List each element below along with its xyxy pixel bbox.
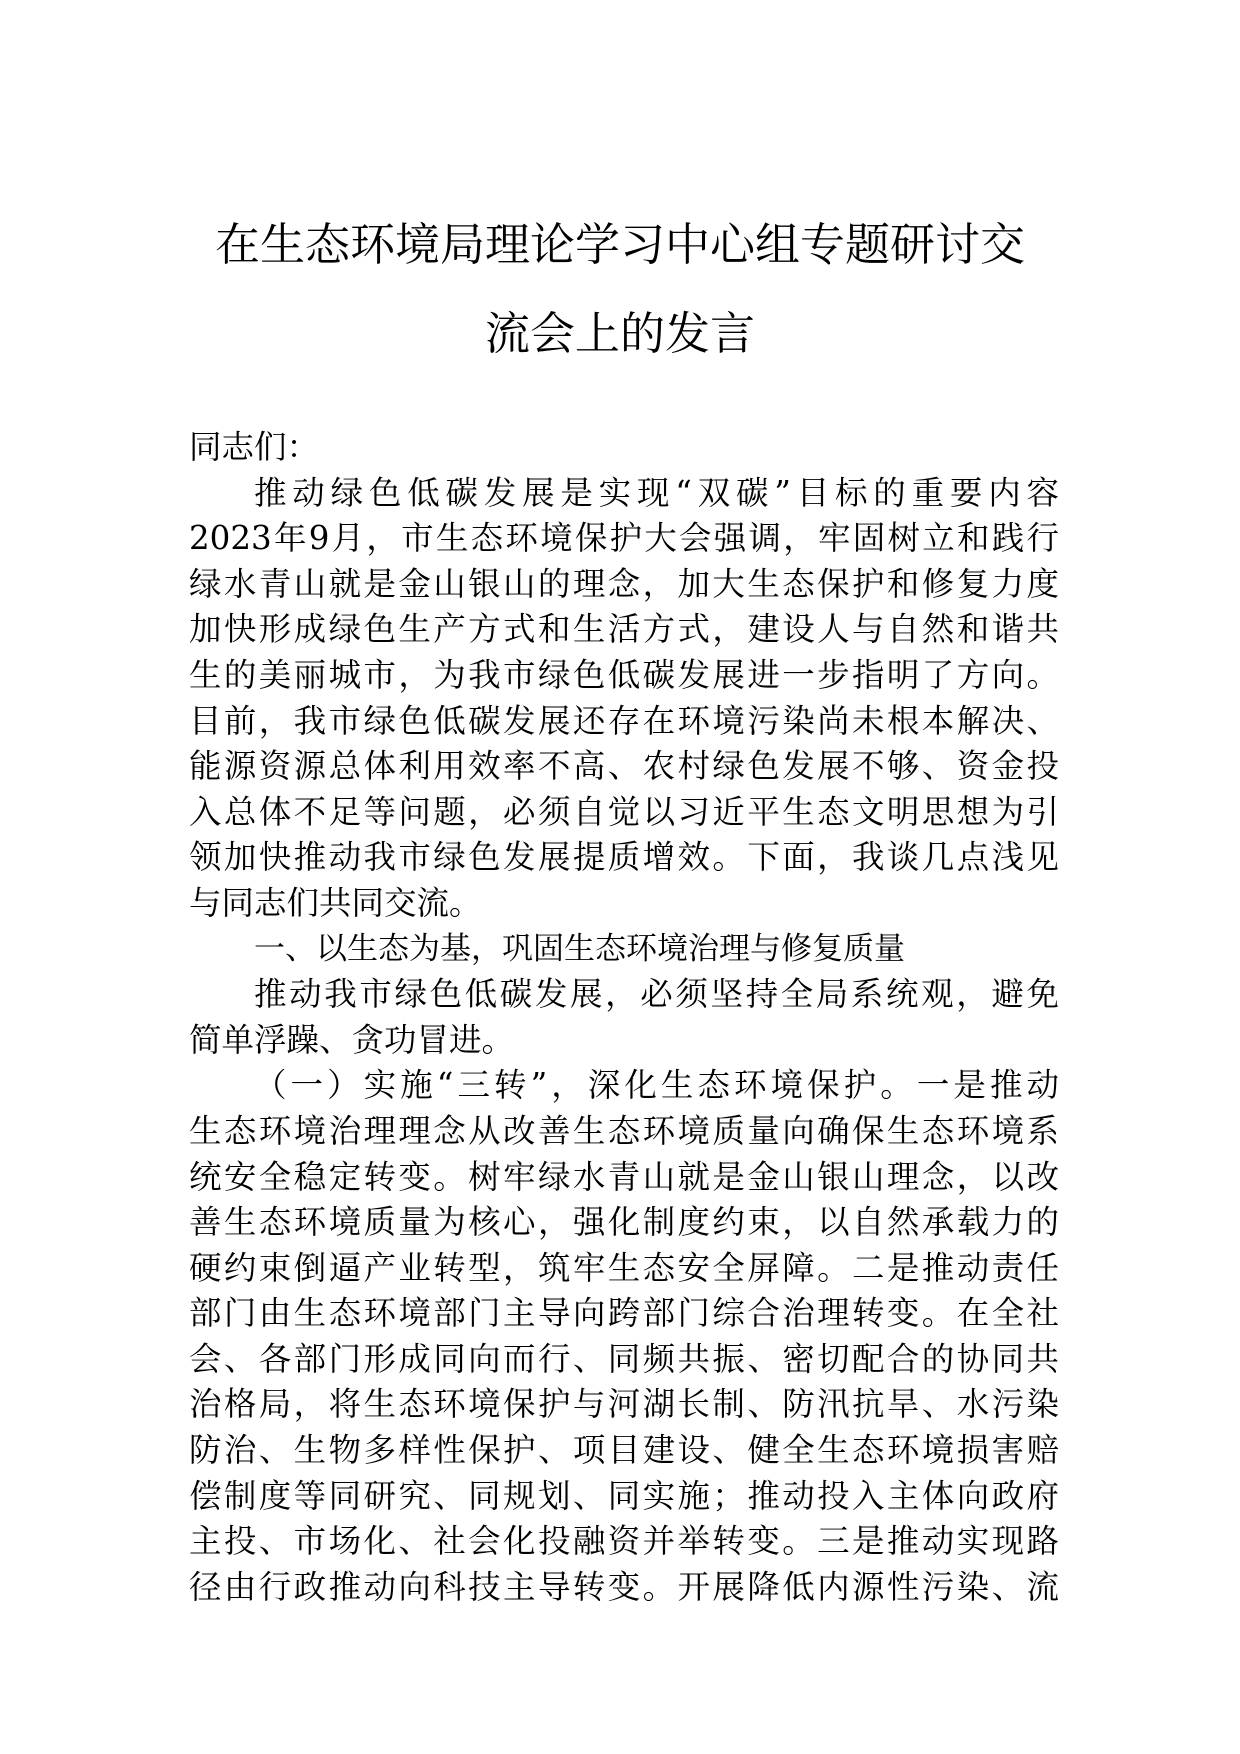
body-text-line: 目前，我市绿色低碳发展还存在环境污染尚未根本解决、 — [189, 701, 1059, 740]
body-text-line: 领加快推动我市绿色发展提质增效。下面，我谈几点浅见 — [189, 838, 1059, 877]
body-text-line: 推动我市绿色低碳发展，必须坚持全局系统观，避免 — [254, 975, 1059, 1014]
body-text-line: 入总体不足等问题，必须自觉以习近平生态文明思想为引 — [189, 792, 1059, 831]
body-text-line: 会、各部门形成同向而行、同频共振、密切配合的协同共 — [189, 1339, 1059, 1378]
document-body — [189, 425, 1059, 1610]
body-text-line: 同志们： — [189, 428, 320, 466]
body-text-line: 硬约束倒逼产业转型，筑牢生态安全屏障。二是推动责任 — [189, 1248, 1059, 1287]
body-text-line: 2023年9月，市生态环境保护大会强调，牢固树立和践行 — [189, 519, 1059, 558]
body-text-line: 偿制度等同研究、同规划、同实施；推动投入主体向政府 — [189, 1476, 1059, 1515]
body-text-line: 善生态环境质量为核心，强化制度约束，以自然承载力的 — [189, 1203, 1059, 1242]
body-text-line: 生的美丽城市，为我市绿色低碳发展进一步指明了方向。 — [189, 655, 1059, 694]
body-text-line: 绿水青山就是金山银山的理念，加大生态保护和修复力度 — [189, 564, 1059, 603]
body-text-line: 与同志们共同交流。 — [189, 883, 482, 922]
body-text-line: 能源资源总体利用效率不高、农村绿色发展不够、资金投 — [189, 747, 1059, 786]
body-text-line: 生态环境治理理念从改善生态环境质量向确保生态环境系 — [189, 1111, 1059, 1150]
body-text-line: 推动绿色低碳发展是实现“双碳”目标的重要内容 — [254, 473, 1059, 512]
section-heading: 一、以生态为基，巩固生态环境治理与修复质量 — [254, 930, 905, 967]
body-text-line: 加快形成绿色生产方式和生活方式，建设人与自然和谐共 — [189, 610, 1059, 649]
body-text-line: 统安全稳定转变。树牢绿水青山就是金山银山理念，以改 — [189, 1157, 1059, 1196]
document-title-line-2: 流会上的发言 — [484, 307, 755, 360]
body-text-line: 防治、生物多样性保护、项目建设、健全生态环境损害赔 — [189, 1431, 1059, 1470]
body-text-line: 部门由生态环境部门主导向跨部门综合治理转变。在全社 — [189, 1294, 1059, 1333]
document-title-line-1: 在生态环境局理论学习中心组专题研讨交 — [214, 218, 1025, 271]
body-text-line: 主投、市场化、社会化投融资并举转变。三是推动实现路 — [189, 1522, 1059, 1561]
body-text-line: 治格局，将生态环境保护与河湖长制、防汛抗旱、水污染 — [189, 1385, 1059, 1424]
body-text-line: （一）实施“三转”，深化生态环境保护。一是推动 — [254, 1066, 1059, 1105]
body-text-line: 简单浮躁、贪功冒进。 — [189, 1020, 515, 1059]
body-text-line: 径由行政推动向科技主导转变。开展降低内源性污染、流 — [189, 1567, 1059, 1606]
